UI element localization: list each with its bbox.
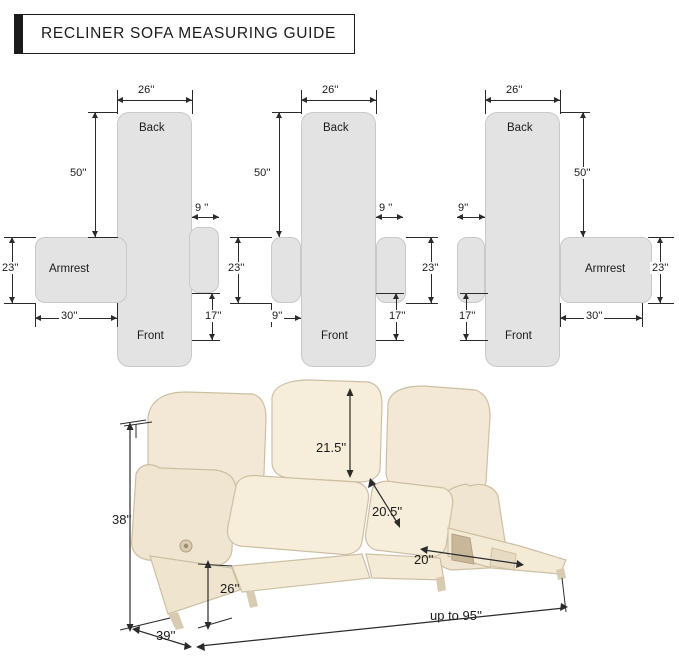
tick [406, 303, 438, 304]
measuring-diagrams [0, 72, 679, 372]
arrow [235, 297, 241, 303]
dim-armrest-width: 9'' [272, 310, 283, 322]
tick [642, 303, 643, 327]
dim-armrest-depth: 9 '' [379, 202, 393, 214]
seat-back-shape [485, 112, 560, 367]
seat-back-shape [117, 112, 192, 367]
arrow [276, 231, 282, 237]
tick [560, 112, 590, 113]
label-back: Back [507, 122, 533, 134]
arrow [636, 315, 642, 321]
tick [560, 90, 561, 114]
arrow [657, 297, 663, 303]
arrow [485, 97, 491, 103]
dim-depth: 39'' [156, 628, 176, 643]
tick [88, 237, 118, 238]
arrow [295, 315, 301, 321]
arrow [301, 97, 307, 103]
arrow [209, 334, 215, 340]
arrow [186, 97, 192, 103]
dim-back-width: 26'' [506, 84, 523, 96]
tick [460, 340, 488, 341]
dim-back-width: 26'' [322, 84, 339, 96]
dim-seat-depth: 20.5'' [372, 504, 403, 519]
sofa-photo-section [0, 378, 679, 660]
dim-line-back-width [117, 100, 192, 101]
arrow [213, 214, 219, 220]
arrow [457, 214, 463, 220]
tick [192, 90, 193, 114]
dim-back-width: 26'' [138, 84, 155, 96]
tick [376, 293, 404, 294]
title-box [23, 14, 355, 54]
arrow [479, 214, 485, 220]
label-back: Back [323, 122, 349, 134]
tick [4, 303, 36, 304]
dim-line-back-width [485, 100, 560, 101]
label-armrest: Armrest [49, 263, 90, 275]
dim-seat-back-height: 21.5'' [316, 440, 347, 455]
label-back: Back [139, 122, 165, 134]
sofa-illustration [0, 378, 679, 660]
arrow [428, 297, 434, 303]
arrow [393, 293, 399, 299]
arrow [92, 112, 98, 118]
arrow [35, 315, 41, 321]
label-front: Front [137, 330, 164, 342]
arrow [657, 237, 663, 243]
dim-armrest-depth: 9'' [458, 202, 469, 214]
dim-line-back-width [301, 100, 376, 101]
dim-armrest-width: 30'' [586, 310, 603, 322]
title-accent-bar [14, 14, 23, 54]
arrow [463, 334, 469, 340]
dim-back-height: 50'' [254, 167, 271, 179]
label-front: Front [321, 330, 348, 342]
arrow [92, 231, 98, 237]
dim-overall-height: 38'' [112, 512, 132, 527]
dim-front-height: 17'' [459, 310, 476, 322]
arrow [393, 334, 399, 340]
arrow [117, 97, 123, 103]
dim-recliner-extension: 20'' [414, 552, 434, 567]
arrow [463, 293, 469, 299]
dim-back-height: 50'' [70, 167, 87, 179]
dim-armrest-height-left: 23'' [228, 262, 245, 274]
tick [376, 340, 404, 341]
arrow [580, 112, 586, 118]
label-front: Front [505, 330, 532, 342]
tick [117, 303, 118, 327]
arrow [192, 214, 198, 220]
title-text: RECLINER SOFA MEASURING GUIDE [41, 25, 337, 42]
arrow [209, 293, 215, 299]
dim-seat-height: 26'' [220, 581, 240, 596]
seat-back-shape [301, 112, 376, 367]
arrow [9, 237, 15, 243]
dim-line-back-height [279, 112, 280, 237]
arrow [376, 214, 382, 220]
arrow [560, 315, 566, 321]
arrow [235, 237, 241, 243]
tick [376, 90, 377, 114]
arrow [9, 297, 15, 303]
arrow [276, 112, 282, 118]
dim-armrest-height-right: 23'' [422, 262, 439, 274]
dim-back-height: 50'' [574, 167, 591, 179]
label-armrest: Armrest [585, 263, 626, 275]
armrest-right-shape [189, 227, 219, 293]
dim-front-height: 17'' [205, 310, 222, 322]
dim-width: up to 95'' [430, 608, 482, 623]
arrow [370, 97, 376, 103]
dim-armrest-width: 30'' [61, 310, 78, 322]
tick [648, 303, 674, 304]
arrow [580, 231, 586, 237]
armrest-left-shape [271, 237, 301, 303]
dim-armrest-height-right: 23'' [652, 262, 669, 274]
arrow [397, 214, 403, 220]
tick [192, 293, 220, 294]
tick [230, 303, 272, 304]
tick [192, 340, 220, 341]
dim-armrest-depth: 9 '' [195, 202, 209, 214]
arrow [554, 97, 560, 103]
dim-armrest-height-left: 23'' [2, 262, 19, 274]
dim-front-height: 17'' [389, 310, 406, 322]
page-title [14, 14, 355, 54]
dim-line-back-height [95, 112, 96, 237]
diagram-right-facing-recliner [452, 72, 678, 372]
arrow [111, 315, 117, 321]
diagram-center-seat [226, 72, 452, 372]
arrow [428, 237, 434, 243]
diagram-left-facing-recliner [0, 72, 226, 372]
